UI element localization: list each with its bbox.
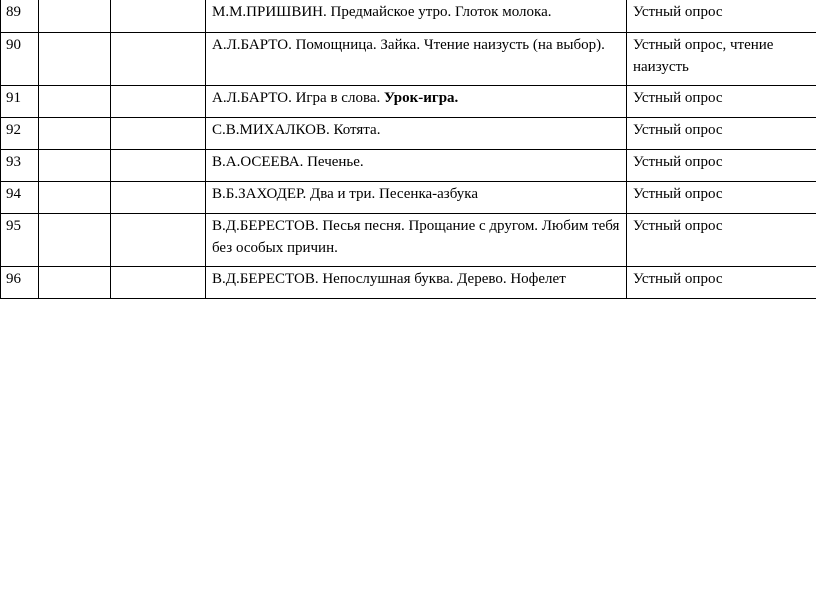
lesson-topic — [206, 86, 627, 118]
lesson-number: 89 — [1, 0, 39, 33]
table-row — [1, 182, 816, 214]
lesson-topic — [206, 150, 627, 182]
date-fact-cell — [111, 150, 206, 182]
control-form: Устный опрос — [627, 0, 816, 33]
lesson-topic — [206, 214, 627, 267]
control-form: Устный опрос — [627, 182, 816, 214]
control-form: Устный опрос, чтение наизусть — [627, 33, 816, 86]
control-form: Устный опрос — [627, 267, 816, 299]
topic-text: В.Б.ЗАХОДЕР. Два и три. Песенка-азбука — [212, 186, 479, 202]
lesson-topic — [206, 0, 627, 33]
lesson-topic — [206, 118, 627, 150]
table-row — [1, 267, 816, 299]
date-plan-cell — [39, 118, 111, 150]
control-form: Устный опрос — [627, 214, 816, 267]
date-fact-cell — [111, 33, 206, 86]
table-row — [1, 86, 816, 118]
topic-text: М.М.ПРИШВИН. Предмайское утро. Глоток молока. — [212, 4, 552, 20]
date-fact-cell — [111, 86, 206, 118]
table-row — [1, 33, 816, 86]
lesson-number: 95 — [1, 214, 39, 267]
date-fact-cell — [111, 118, 206, 150]
table-row — [1, 118, 816, 150]
date-fact-cell — [111, 182, 206, 214]
lesson-number: 94 — [1, 182, 39, 214]
lesson-number: 96 — [1, 267, 39, 299]
topic-text: В.Д.БЕРЕСТОВ. Непослушная буква. Дерево. Нофелет — [212, 271, 566, 287]
lesson-topic — [206, 33, 627, 86]
date-plan-cell — [39, 267, 111, 299]
lesson-topic — [206, 182, 627, 214]
control-form: Устный опрос — [627, 150, 816, 182]
table-row — [1, 150, 816, 182]
topic-text: В.Д.БЕРЕСТОВ. Песья песня. Прощание с другом. Любим тебя без особых причин. — [212, 218, 620, 256]
topic-text: С.В.МИХАЛКОВ. Котята. — [212, 122, 381, 138]
date-fact-cell — [111, 214, 206, 267]
lesson-number: 92 — [1, 118, 39, 150]
date-plan-cell — [39, 214, 111, 267]
lesson-topic — [206, 267, 627, 299]
lesson-plan-table — [0, 0, 816, 299]
date-plan-cell — [39, 150, 111, 182]
date-fact-cell — [111, 0, 206, 33]
topic-text: А.Л.БАРТО. Игра в слова. — [212, 90, 381, 106]
control-form: Устный опрос — [627, 118, 816, 150]
date-plan-cell — [39, 182, 111, 214]
date-plan-cell — [39, 86, 111, 118]
lesson-number: 93 — [1, 150, 39, 182]
lesson-number: 91 — [1, 86, 39, 118]
date-plan-cell — [39, 0, 111, 33]
table-row — [1, 214, 816, 267]
topic-bold-text: Урок-игра. — [384, 90, 459, 106]
date-fact-cell — [111, 267, 206, 299]
control-form: Устный опрос — [627, 86, 816, 118]
table-row — [1, 0, 816, 33]
lesson-number: 90 — [1, 33, 39, 86]
date-plan-cell — [39, 33, 111, 86]
topic-text: А.Л.БАРТО. Помощница. Зайка. Чтение наизусть (на выбор). — [212, 37, 605, 53]
topic-text: В.А.ОСЕЕВА. Печенье. — [212, 154, 364, 170]
